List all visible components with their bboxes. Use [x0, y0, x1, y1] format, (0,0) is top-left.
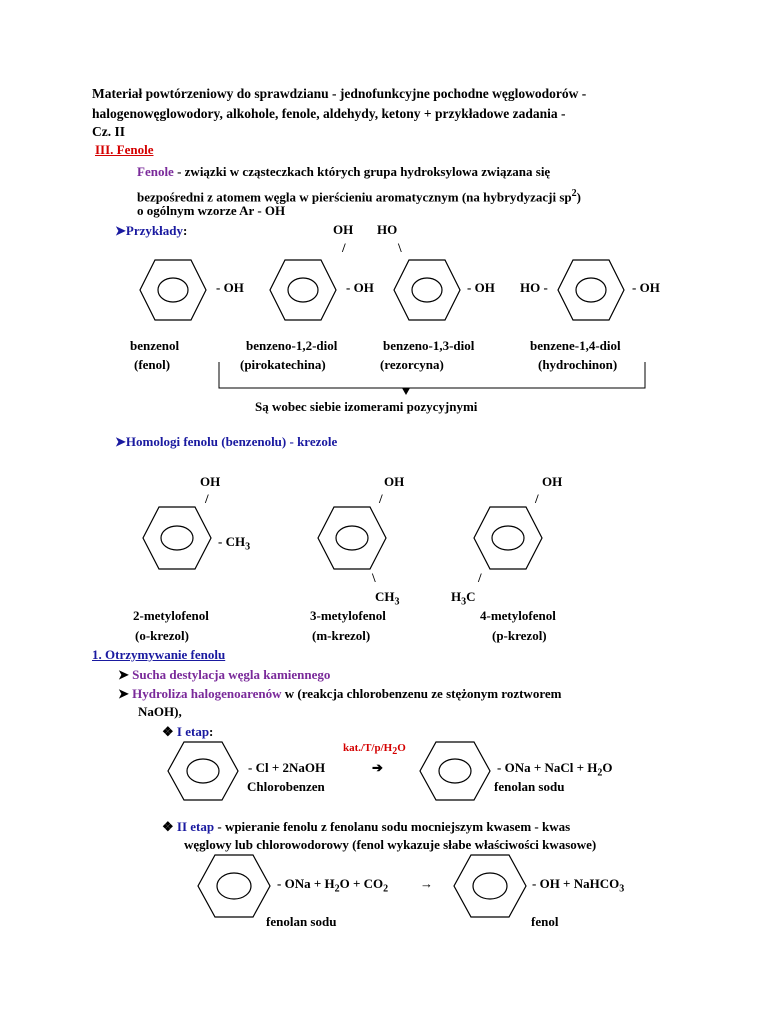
bond-slash: /: [478, 570, 482, 585]
colon: :: [182, 223, 188, 238]
arrow-bullet-icon: ➤: [115, 223, 126, 238]
oh-substituent: - OH: [346, 280, 374, 295]
stage-2-label: II etap: [176, 819, 215, 834]
homologs-heading: [115, 434, 337, 450]
compound-alt-name: (fenol): [134, 357, 171, 372]
benzene-ring-icon: [316, 505, 388, 571]
compound-name: benzeno-1,3-diol: [383, 338, 475, 353]
compound-alt-name: (rezorcyna): [380, 357, 444, 372]
compound-name: 4-metylofenol: [480, 608, 556, 623]
method-item-2-line-2: NaOH),: [138, 704, 182, 719]
method-1-text: Sucha destylacja węgla kamiennego: [132, 667, 331, 682]
doc-title-line-1: Materiał powtórzeniowy do sprawdzianu - jednofunkcyjne pochodne węglowodorów -: [92, 86, 587, 101]
bond-backslash: \: [372, 570, 376, 585]
section-title: III. Fenole: [95, 142, 154, 157]
compound-alt-name: (o-krezol): [135, 628, 189, 643]
stage-1-heading: [162, 724, 213, 740]
arrow-bullet-icon: ➤: [118, 686, 129, 701]
arrow-bullet-icon: ➤: [115, 434, 126, 449]
paren-close: ): [576, 189, 581, 205]
examples-label: Przykłady: [125, 223, 183, 238]
method-2-text: w (reakcja chlorobenzenu ze stężonym roztworem: [281, 686, 562, 701]
benzene-ring-icon: [141, 505, 213, 571]
method-2-term: Hydroliza halogenoarenów: [132, 686, 282, 701]
reaction-arrow-icon: ➔: [372, 760, 383, 775]
oh-substituent: - OH: [467, 280, 495, 295]
bond-slash: /: [535, 491, 539, 506]
method-item-2: [118, 686, 561, 702]
benzene-ring-icon: [196, 853, 272, 919]
compound-alt-name: (p-krezol): [492, 628, 547, 643]
definition-text: - związki w cząsteczkach których grupa hydroksylowa związana się: [173, 164, 551, 179]
stage-2-line-2: węglowy lub chlorowodorowy (fenol wykazuje słabe właściwości kwasowe): [184, 837, 597, 852]
doc-title-line-3: Cz. II: [92, 124, 125, 139]
colon: :: [209, 724, 214, 739]
benzene-ring-icon: [472, 505, 544, 571]
methyl-substituent: $H_3C$: [451, 589, 476, 608]
stage-2-heading: [162, 819, 570, 835]
compound-name: 3-metylofenol: [310, 608, 386, 623]
reaction-1-products: - ONa + NaCl + $H_2O$: [497, 760, 613, 779]
homologs-label: Homologi fenolu (benzenolu) - krezole: [125, 434, 338, 449]
bond-backslash: \: [398, 240, 402, 255]
sodium-phenolate-label: fenolan sodu: [266, 914, 337, 929]
oh-top-label: OH: [333, 222, 354, 237]
oh-substituent: - OH: [632, 280, 660, 295]
ho-top-label: HO: [377, 222, 398, 237]
catalyst-conditions: $kat./T/p/H_2O$: [343, 742, 406, 758]
reaction-1-reactants: - Cl + 2NaOH: [248, 760, 326, 775]
reaction-2-reactants: - ONa + $H_2O + CO_2$: [277, 876, 389, 895]
benzene-ring-icon: [418, 740, 492, 802]
definition-term: Fenole: [137, 164, 174, 179]
oh-label: OH: [542, 474, 563, 489]
method-item-1: [118, 667, 330, 683]
compound-name: benzene-1,4-diol: [530, 338, 621, 353]
bond-slash: /: [205, 491, 209, 506]
bond-slash: /: [379, 491, 383, 506]
chlorobenzene-label: Chlorobenzen: [247, 779, 325, 794]
isomer-note: Są wobec siebie izomerami pozycyjnymi: [255, 399, 478, 414]
oh-label: OH: [384, 474, 405, 489]
compound-name: benzeno-1,2-diol: [246, 338, 338, 353]
oh-substituent: - OH: [216, 280, 244, 295]
reaction-2-products: - OH + NaHCO$_3$: [532, 876, 625, 895]
bond-slash: /: [342, 240, 346, 255]
oh-label: OH: [200, 474, 221, 489]
compound-alt-name: (hydrochinon): [538, 357, 618, 372]
definition-line-3: o ogólnym wzorze Ar - OH: [137, 203, 286, 218]
compound-name: 2-metylofenol: [133, 608, 209, 623]
diamond-bullet-icon: ❖: [162, 724, 174, 739]
diamond-bullet-icon: ❖: [162, 819, 174, 834]
methyl-substituent: $CH_3$: [375, 589, 400, 608]
arrow-bullet-icon: ➤: [118, 667, 129, 682]
superscript-2: 2: [571, 188, 577, 199]
compound-alt-name: (pirokatechina): [240, 357, 326, 372]
phenol-label: fenol: [531, 914, 559, 929]
methyl-substituent: - $CH_3$: [218, 534, 251, 553]
stage-2-text: - wpieranie fenolu z fenolanu sodu mocniejszym kwasem - kwas: [214, 819, 571, 834]
compound-name: benzenol: [130, 338, 180, 353]
reaction-arrow-icon: →: [420, 876, 433, 891]
definition-text-2: bezpośredni z atomem węgla w pierścieniu aromatycznym (na hybrydyzacji sp: [137, 189, 572, 205]
ho-substituent: HO -: [520, 280, 548, 295]
sodium-phenolate-label: fenolan sodu: [494, 779, 565, 794]
benzene-ring-icon: [452, 853, 528, 919]
compound-alt-name: (m-krezol): [312, 628, 371, 643]
synthesis-heading: 1. Otrzymywanie fenolu: [92, 647, 226, 662]
benzene-ring-icon: [166, 740, 240, 802]
doc-title-line-2: halogenowęglowodory, alkohole, fenole, aldehydy, ketony + przykładowe zadania -: [92, 106, 566, 121]
stage-1-label: I etap: [176, 724, 210, 739]
